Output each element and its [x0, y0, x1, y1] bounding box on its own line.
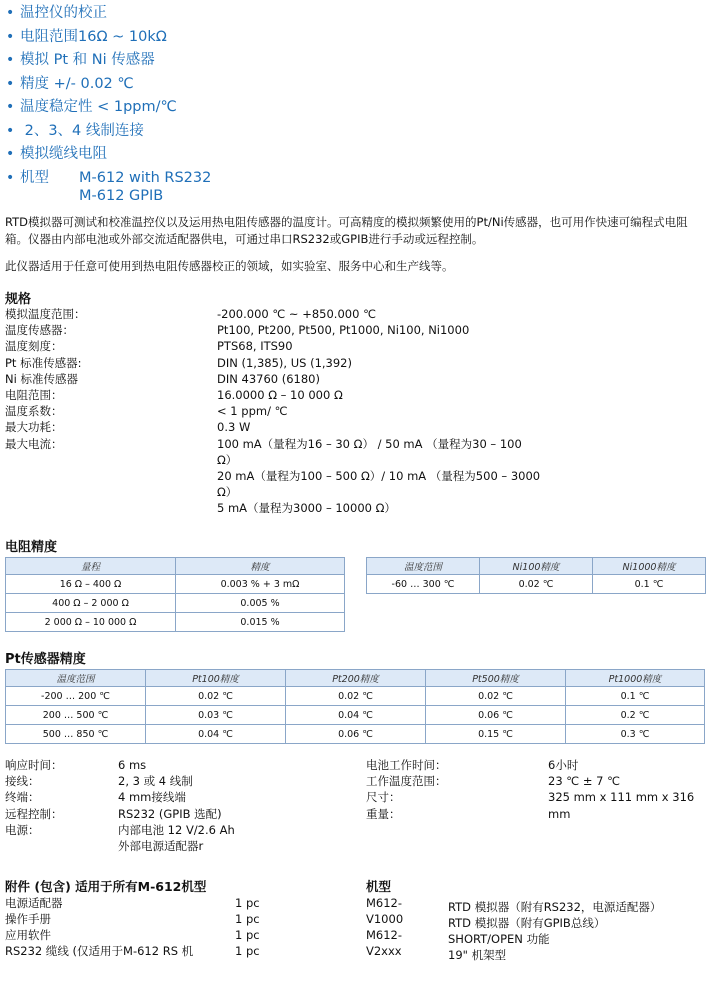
text-cell: -60 … 300 ℃ — [367, 575, 480, 594]
ni-accuracy-table — [366, 557, 706, 594]
description-paragraph: 此仪器适用于任意可使用到热电阻传感器校正的领域，如实验室、服务中心和生产线等。 — [5, 259, 454, 273]
bullet-dot-icon: • — [6, 146, 15, 162]
text-cell: 外部电源适配器r — [118, 839, 204, 854]
spec-row — [5, 322, 705, 338]
text-cell: 0.3 W — [217, 420, 251, 435]
spec-row — [5, 468, 705, 484]
text-cell: 0.03 ℃ — [146, 706, 286, 725]
text-cell: 0.02 ℃ — [146, 687, 286, 706]
text-cell: 20 mA（量程为100 – 500 Ω）/ 10 mA （量程为500 – 3000 — [217, 469, 541, 484]
text-cell: 6 ms — [118, 758, 147, 772]
spec-row — [5, 436, 705, 452]
model-line: M-612 with RS232 — [79, 169, 212, 186]
feature-item — [6, 122, 306, 146]
feature-item — [6, 145, 306, 169]
text-cell: 应用软件 — [5, 928, 51, 942]
spec-row — [5, 789, 345, 805]
text-cell: 1 pc — [235, 912, 260, 926]
text-cell: 16.0000 Ω – 10 000 Ω — [217, 388, 343, 403]
feature-item — [6, 51, 306, 75]
table-row — [6, 687, 705, 706]
text-cell: 工作温度范围： — [366, 774, 447, 789]
text-cell: Pt 标准传感器: — [5, 355, 82, 370]
text-cell: 最大电流： — [5, 436, 63, 451]
spec-row — [5, 403, 705, 419]
text-cell: RS232 缆线 (仅适用于M-612 RS 机 — [5, 944, 194, 958]
text-cell: 0.02 ℃ — [286, 687, 426, 706]
text-cell: mm — [548, 806, 571, 821]
text-cell: 0.3 ℃ — [566, 725, 705, 744]
bullet-dot-icon: • — [6, 28, 15, 45]
table-header: 量程 — [6, 558, 176, 575]
model-line: M-612 GPIB — [79, 187, 164, 204]
text-cell: 500 … 850 ℃ — [6, 725, 146, 744]
feature-item — [6, 75, 306, 99]
pt-accuracy-table — [5, 669, 705, 744]
table-header: Pt200精度 — [286, 670, 426, 687]
text-cell: 操作手册 — [5, 912, 51, 926]
text-cell: 接线： — [5, 774, 40, 789]
bullet-dot-icon: • — [6, 75, 15, 92]
text-cell: 远程控制： — [5, 806, 63, 821]
table-row — [6, 613, 345, 632]
text-cell: 2 000 Ω – 10 000 Ω — [6, 613, 176, 632]
model-code: V2xxx — [366, 944, 402, 958]
text-cell: 温度刻度： — [5, 339, 63, 354]
text-cell: 电源： — [5, 822, 40, 837]
table-row — [6, 575, 345, 594]
table-header-row — [6, 558, 345, 575]
text-cell: 23 ℃ ± 7 ℃ — [548, 774, 621, 789]
spec-row — [366, 806, 706, 822]
text-cell — [5, 452, 217, 468]
text-cell: 1 pc — [235, 896, 260, 910]
text-cell: 1 pc — [235, 928, 260, 942]
text-cell: 温度稳定性 < 1ppm/℃ — [20, 99, 177, 115]
text-cell: 6小时 — [548, 758, 579, 772]
table-row — [6, 594, 345, 613]
resistance-accuracy-table — [5, 557, 345, 632]
text-cell: DIN (1,385), US (1,392) — [217, 355, 352, 370]
text-cell: 尺寸： — [366, 790, 401, 805]
bullet-dot-icon: • — [6, 52, 15, 68]
text-cell: 2, 3 或 4 线制 — [118, 774, 193, 789]
text-cell: 0.1 ℃ — [593, 575, 706, 594]
text-cell: 325 mm x 111 mm x 316 — [548, 790, 695, 805]
text-cell: 400 Ω – 2 000 Ω — [6, 594, 176, 613]
text-cell: 5 mA（量程为3000 – 10000 Ω） — [217, 501, 396, 516]
text-cell: 0.06 ℃ — [426, 706, 566, 725]
table-header-row — [6, 670, 705, 687]
feature-item — [6, 98, 306, 122]
text-cell: 精度 +/- 0.02 ℃ — [20, 75, 134, 92]
table-header: 精度 — [176, 558, 345, 575]
list-item — [5, 911, 345, 927]
table-header-row — [367, 558, 706, 575]
models-title: 机型 — [366, 879, 392, 894]
spec-row — [366, 757, 706, 773]
feature-item-model — [6, 169, 306, 209]
table-row — [367, 575, 706, 594]
text-cell: 响应时间： — [5, 758, 63, 772]
table-header: 温度范围 — [367, 558, 480, 575]
text-cell: 电池工作时间： — [366, 758, 447, 772]
feature-item — [6, 4, 306, 28]
spec-row — [5, 371, 705, 387]
spec-row — [5, 355, 705, 371]
table-header: Pt500精度 — [426, 670, 566, 687]
table-header: Ni100精度 — [480, 558, 593, 575]
model-description: SHORT/OPEN 功能 — [448, 932, 550, 946]
feature-item — [6, 28, 306, 52]
spec-row — [366, 773, 706, 789]
text-cell: < 1 ppm/ ℃ — [217, 404, 288, 419]
text-cell: 温度系数： — [5, 404, 63, 419]
text-cell: 0.15 ℃ — [426, 725, 566, 744]
text-cell: 0.06 ℃ — [286, 725, 426, 744]
text-cell: Ω） — [217, 452, 238, 467]
spec-row — [5, 500, 705, 516]
text-cell: 0.1 ℃ — [566, 687, 705, 706]
text-cell: 电阻范围： — [5, 388, 63, 403]
model-code: M612- — [366, 928, 403, 942]
accessories-title: 附件 (包含) 适用于所有M-612机型 — [5, 879, 207, 894]
text-cell: Pt100, Pt200, Pt500, Pt1000, Ni100, Ni1000 — [217, 323, 470, 338]
text-cell: 2、3、4 线制连接 — [20, 122, 144, 139]
text-cell: 0.005 % — [176, 594, 345, 613]
list-item — [5, 927, 345, 943]
text-cell: 终端： — [5, 790, 40, 805]
text-cell — [5, 468, 217, 484]
model-description: 19" 机架型 — [448, 948, 507, 962]
list-item — [5, 895, 345, 911]
bullet-dot-icon: • — [6, 122, 15, 139]
spec-row — [366, 789, 706, 805]
text-cell: 1 pc — [235, 944, 260, 958]
spec-row — [5, 452, 705, 468]
text-cell: 温度传感器： — [5, 323, 74, 338]
text-cell: RS232 (GPIB 选配) — [118, 806, 222, 821]
text-cell: 模拟温度范围： — [5, 307, 86, 321]
text-cell: 0.02 ℃ — [426, 687, 566, 706]
spec-row — [5, 484, 705, 500]
spec-row — [5, 338, 705, 354]
spec-row — [5, 757, 345, 773]
table-header: Pt100精度 — [146, 670, 286, 687]
pt-accuracy-title: Pt传感器精度 — [5, 652, 86, 667]
spec-row — [5, 838, 345, 854]
text-cell: 0.2 ℃ — [566, 706, 705, 725]
spec-row — [5, 306, 705, 322]
text-cell: DIN 43760 (6180) — [217, 371, 320, 386]
model-description: RTD 模拟器（附有RS232，电源适配器） — [448, 900, 662, 914]
spec-row — [5, 419, 705, 435]
description-paragraph: RTD模拟器可测试和校准温控仪以及运用热电阻传感器的温度计。可高精度的模拟频繁使用的Pt/Ni传感器，也可用作快速可编程式电阻箱。仪器由内部电池或外部交流适配器供电，可通过串口RS232或GPIB进行手动或远程控制。 — [5, 215, 688, 246]
text-cell: 0.04 ℃ — [146, 725, 286, 744]
spec-title: 规格 — [5, 292, 32, 307]
text-cell — [5, 484, 217, 500]
misc-specs-right — [366, 757, 706, 822]
table-row — [6, 706, 705, 725]
feature-list — [6, 4, 306, 209]
misc-specs-left — [5, 757, 345, 854]
text-cell — [5, 838, 118, 854]
text-cell: -200.000 ℃ ~ +850.000 ℃ — [217, 307, 376, 321]
text-cell: 最大功耗： — [5, 420, 63, 435]
text-cell: Ni 标准传感器 — [5, 371, 78, 386]
model-label: 机型 — [20, 169, 49, 186]
text-cell: 温控仪的校正 — [20, 5, 107, 21]
bullet-dot-icon: • — [6, 169, 15, 186]
text-cell: 0.015 % — [176, 613, 345, 632]
text-cell: 电阻范围16Ω ~ 10kΩ — [20, 28, 167, 45]
text-cell: 4 mm接线端 — [118, 790, 186, 805]
text-cell: 模拟缆线电阻 — [20, 146, 107, 162]
spec-row — [5, 806, 345, 822]
bullet-dot-icon: • — [6, 5, 15, 21]
text-cell: 重量： — [366, 806, 401, 821]
text-cell — [5, 500, 217, 516]
resistance-accuracy-title: 电阻精度 — [5, 540, 58, 555]
text-cell: 100 mA（量程为16 – 30 Ω） / 50 mA （量程为30 – 100 — [217, 436, 522, 451]
models-descriptions — [448, 899, 706, 963]
text-cell: PTS68, ITS90 — [217, 339, 293, 354]
text-cell: 模拟 Pt 和 Ni 传感器 — [20, 52, 155, 68]
text-cell: 0.003 % + 3 mΩ — [176, 575, 345, 594]
table-header: Ni1000精度 — [593, 558, 706, 575]
bullet-dot-icon: • — [6, 99, 15, 115]
spec-row — [5, 773, 345, 789]
text-cell: 电源适配器 — [5, 896, 63, 910]
text-cell: 内部电池 12 V/2.6 Ah — [118, 822, 235, 837]
table-header: Pt1000精度 — [566, 670, 705, 687]
text-cell: -200 … 200 ℃ — [6, 687, 146, 706]
text-cell: 200 … 500 ℃ — [6, 706, 146, 725]
spec-row — [5, 822, 345, 838]
text-cell: 16 Ω – 400 Ω — [6, 575, 176, 594]
model-code: M612- — [366, 896, 403, 910]
model-code: V1000 — [366, 912, 404, 926]
text-cell: 0.04 ℃ — [286, 706, 426, 725]
table-row — [6, 725, 705, 744]
spec-row — [5, 387, 705, 403]
text-cell: 0.02 ℃ — [480, 575, 593, 594]
text-cell: Ω） — [217, 485, 238, 500]
model-description: RTD 模拟器（附有GPIB总线） — [448, 916, 606, 930]
accessories-list — [5, 895, 345, 959]
table-header: 温度范围 — [6, 670, 146, 687]
list-item — [5, 943, 345, 959]
spec-list — [5, 306, 705, 517]
